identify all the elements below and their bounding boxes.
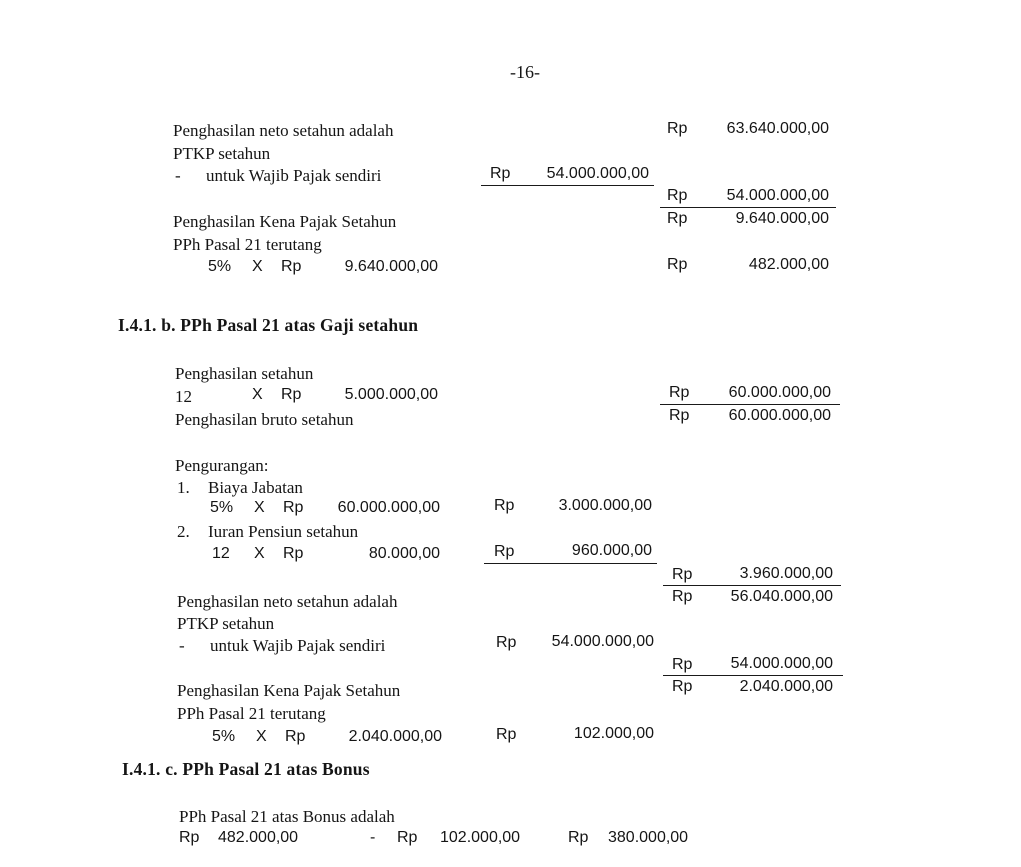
rp-label: Rp <box>669 384 690 401</box>
d1-num: 1. <box>177 478 190 497</box>
d1-label: Biaya Jabatan <box>208 478 303 497</box>
pkp-value-a: 9.640.000,00 <box>735 210 829 227</box>
deductions-total-b: 3.960.000,00 <box>739 565 833 582</box>
income-label-b: Penghasilan setahun <box>175 364 314 383</box>
rp-label: Rp <box>672 678 693 695</box>
page-number: -16- <box>510 62 540 82</box>
rp-label: Rp <box>667 210 688 227</box>
bruto-label-b: Penghasilan bruto setahun <box>175 410 354 429</box>
yearly-b: 60.000.000,00 <box>728 384 831 401</box>
dash: - <box>175 166 181 185</box>
section-b-heading: I.4.1. b. PPh Pasal 21 atas Gaji setahun <box>118 315 419 335</box>
bonus-line-label: PPh Pasal 21 atas Bonus adalah <box>179 807 395 826</box>
rp-label: Rp <box>667 120 688 137</box>
d2-value: 960.000,00 <box>571 542 652 559</box>
rp-label: Rp <box>672 656 693 673</box>
wp-value-b: 54.000.000,00 <box>551 633 654 650</box>
bonus-a: 482.000,00 <box>218 829 299 846</box>
neto-value-b: 56.040.000,00 <box>730 588 833 605</box>
rp-label: Rp <box>672 566 693 583</box>
pph-value-b: 102.000,00 <box>573 725 654 742</box>
base-a: 9.640.000,00 <box>344 258 438 275</box>
pkp-label-b: Penghasilan Kena Pajak Setahun <box>177 681 401 700</box>
ptkp-label-b: PTKP setahun <box>177 614 275 633</box>
rp-label: Rp <box>667 187 688 204</box>
d1-base: 60.000.000,00 <box>337 499 440 516</box>
divider <box>481 185 654 186</box>
rp-label: Rp <box>667 256 688 273</box>
d1-rate: 5% <box>210 499 234 516</box>
times-sign: X <box>254 499 265 516</box>
divider <box>663 675 843 676</box>
rp-label: Rp <box>397 829 418 846</box>
rp-label: Rp <box>283 499 304 516</box>
d2-monthly: 80.000,00 <box>368 545 440 562</box>
neto-value-a: 63.640.000,00 <box>726 120 829 137</box>
wp-label-a: untuk Wajib Pajak sendiri <box>206 166 382 185</box>
times-sign: X <box>252 258 263 275</box>
rp-label: Rp <box>494 543 515 560</box>
ptkp-label-a: PTKP setahun <box>173 144 271 163</box>
d2-num: 2. <box>177 522 190 541</box>
divider <box>660 404 840 405</box>
dash: - <box>179 636 185 655</box>
rp-label: Rp <box>283 545 304 562</box>
divider <box>663 585 841 586</box>
ptkp-total-b: 54.000.000,00 <box>730 655 833 672</box>
pkp-value-b: 2.040.000,00 <box>739 678 833 695</box>
times-sign: X <box>256 728 267 745</box>
rp-label: Rp <box>281 386 302 403</box>
rp-label: Rp <box>285 728 306 745</box>
rate-b: 5% <box>212 728 236 745</box>
pkp-label-a: Penghasilan Kena Pajak Setahun <box>173 212 397 231</box>
wp-label-b: untuk Wajib Pajak sendiri <box>210 636 386 655</box>
rp-label: Rp <box>672 588 693 605</box>
times-sign: X <box>254 545 265 562</box>
neto-label-a: Penghasilan neto setahun adalah <box>173 121 394 140</box>
bonus-b: 102.000,00 <box>440 829 521 846</box>
rp-label: Rp <box>568 829 589 846</box>
pph-value-a: 482.000,00 <box>748 256 829 273</box>
bonus-result: 380.000,00 <box>608 829 689 846</box>
times-sign: X <box>252 386 263 403</box>
base-b: 2.040.000,00 <box>348 728 442 745</box>
pph-label-a: PPh Pasal 21 terutang <box>173 235 322 254</box>
rp-label: Rp <box>669 407 690 424</box>
rp-label: Rp <box>496 634 517 651</box>
neto-label-b: Penghasilan neto setahun adalah <box>177 592 398 611</box>
months-b: 12 <box>175 387 192 406</box>
rp-label: Rp <box>179 829 200 846</box>
rp-label: Rp <box>281 258 302 275</box>
monthly-b: 5.000.000,00 <box>344 386 438 403</box>
wp-value-a: 54.000.000,00 <box>546 165 649 182</box>
minus-sign: - <box>370 829 376 846</box>
bruto-value-b: 60.000.000,00 <box>728 407 831 424</box>
divider <box>660 207 836 208</box>
d1-value: 3.000.000,00 <box>558 497 652 514</box>
rp-label: Rp <box>490 165 511 182</box>
rate-a: 5% <box>208 258 232 275</box>
ptkp-total-a: 54.000.000,00 <box>726 187 829 204</box>
d2-label: Iuran Pensiun setahun <box>208 522 359 541</box>
divider <box>484 563 657 564</box>
rp-label: Rp <box>494 497 515 514</box>
rp-label: Rp <box>496 726 517 743</box>
d2-months: 12 <box>212 545 230 562</box>
pph-label-b: PPh Pasal 21 terutang <box>177 704 326 723</box>
section-c-heading: I.4.1. c. PPh Pasal 21 atas Bonus <box>122 759 370 779</box>
deductions-label-b: Pengurangan: <box>175 456 269 475</box>
